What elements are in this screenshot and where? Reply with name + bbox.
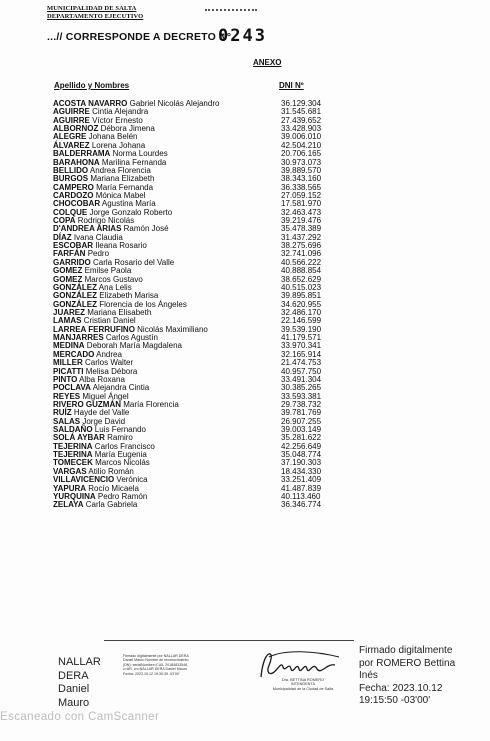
surname: JUAREZ bbox=[53, 307, 86, 317]
faded-page-mark bbox=[205, 9, 257, 17]
given-names: Jorge Gonzalo Roberto bbox=[89, 207, 173, 217]
dni-number: 31.437.292 bbox=[281, 232, 322, 242]
given-names: Lorena Johana bbox=[91, 140, 146, 150]
given-names: Débora Jimena bbox=[100, 124, 155, 134]
surname: MILLER bbox=[53, 358, 83, 368]
given-names: Mariana Elisabeth bbox=[87, 307, 152, 317]
dni-number: 32.463.473 bbox=[281, 207, 322, 217]
given-names: Elizabeth Marisa bbox=[99, 291, 159, 301]
given-names: Miguel Ángel bbox=[82, 391, 129, 401]
surname: MERCADO bbox=[53, 349, 95, 359]
surname: SALAS bbox=[53, 416, 81, 426]
dni-number: 33.251.409 bbox=[281, 475, 322, 485]
given-names: Florencia de los Ángeles bbox=[99, 299, 187, 309]
surname: LAMAS bbox=[53, 316, 82, 326]
dni-number: 36.129.304 bbox=[281, 99, 322, 108]
surname: PICATTI bbox=[53, 366, 84, 376]
surname: VILLAVICENCIO bbox=[53, 475, 115, 485]
surname: ALBORNOZ bbox=[53, 124, 99, 134]
dni-number: 33.491.304 bbox=[281, 374, 322, 384]
signer-left-details: Firmado digitalmente por NALLAR DERA Daniel Mauro Nombre de reconocimiento (DN): serialNumber=CUIL 20184833546, c=AR, cn=NALLAR DERA Daniel Mauro Fecha: 2023.10.12 19:30:39 -03'00' bbox=[123, 654, 189, 676]
dni-number: 27.439.652 bbox=[281, 115, 322, 125]
surname: YURQUINA bbox=[53, 491, 96, 501]
given-names: Cristian Daniel bbox=[83, 316, 136, 326]
surname: ALEGRE bbox=[53, 132, 87, 142]
surname: TEJERINA bbox=[53, 441, 93, 451]
surname: MEDINA bbox=[53, 341, 85, 351]
surname: RIVERO GUZMÁN bbox=[53, 399, 121, 409]
dni-number: 27.059.152 bbox=[281, 190, 322, 200]
signer-line: DERA bbox=[58, 669, 89, 682]
given-names: Andrea bbox=[96, 349, 122, 359]
dni-number: 29.738.732 bbox=[281, 399, 322, 409]
given-names: Carla Rosario del Valle bbox=[93, 257, 175, 267]
given-names: Gabriel Nicolás Alejandro bbox=[129, 99, 220, 108]
given-names: María Fernanda bbox=[96, 182, 154, 192]
given-names: Carlos Walter bbox=[85, 358, 134, 368]
surname: CARDOZO bbox=[53, 190, 94, 200]
surname: RUÍZ bbox=[53, 408, 72, 418]
surname: TEJERINA bbox=[53, 450, 93, 460]
given-names: Pedro bbox=[87, 249, 110, 259]
given-names: Jorge David bbox=[82, 416, 126, 426]
surname: LARREA FERRUFINO bbox=[53, 324, 135, 334]
given-names: Melisa Débora bbox=[85, 366, 138, 376]
surname: BURGOS bbox=[53, 174, 89, 184]
surname: ACOSTA NAVARRO bbox=[53, 99, 128, 108]
given-names: Andrea Florencia bbox=[89, 165, 151, 175]
surname: REYES bbox=[53, 391, 81, 401]
footer-divider bbox=[104, 640, 354, 641]
surname: TOMECEK bbox=[53, 458, 93, 468]
surname: ZELAYA bbox=[53, 500, 84, 510]
surname: BARAHONA bbox=[53, 157, 100, 167]
dni-number: 30.385.265 bbox=[281, 383, 322, 393]
surname: GONZÁLEZ bbox=[53, 282, 97, 292]
dni-number: 39.219.476 bbox=[281, 216, 322, 226]
surname: CAMPERO bbox=[53, 182, 94, 192]
given-names: Ramón José bbox=[123, 224, 169, 234]
given-names: Ramiro bbox=[107, 433, 133, 443]
surname: D'ANDREA ARIAS bbox=[53, 224, 122, 234]
surname: ÁLVAREZ bbox=[53, 140, 90, 150]
digital-line: Firmado digitalmente bbox=[359, 645, 453, 656]
dni-number: 42.504.210 bbox=[281, 140, 322, 150]
decree-number: 0243 bbox=[218, 26, 267, 46]
given-names: Alba Roxana bbox=[79, 374, 125, 384]
given-names: Víctor Ernesto bbox=[92, 115, 143, 125]
given-names: Carla Gabriela bbox=[85, 500, 138, 510]
surname: GOMEZ bbox=[53, 274, 83, 284]
given-names: María Florencia bbox=[123, 399, 179, 409]
dni-number: 39.781.769 bbox=[281, 408, 322, 418]
department-name: DEPARTAMENTO EJECUTIVO bbox=[47, 13, 144, 20]
surname: COPA bbox=[53, 216, 76, 226]
stamp-line: INTENDENTA bbox=[291, 682, 315, 687]
given-names: María Eugenia bbox=[94, 450, 147, 460]
given-names: Carlos Agustín bbox=[105, 333, 158, 343]
surname: BALDERRAMA bbox=[53, 149, 111, 159]
dni-number: 40.113.460 bbox=[281, 491, 321, 501]
official-stamp bbox=[268, 678, 338, 691]
given-names: Rocío Micaela bbox=[88, 483, 139, 493]
surname: ESCOBAR bbox=[53, 241, 94, 251]
given-names: Pedro Ramón bbox=[97, 491, 148, 501]
surname: YAPURA bbox=[53, 483, 87, 493]
dni-number: 36.338.565 bbox=[281, 182, 322, 192]
surname: AGUIRRE bbox=[53, 107, 90, 117]
digital-line: 19:15:50 -03'00' bbox=[359, 695, 431, 706]
surname: AGUIRRE bbox=[53, 115, 90, 125]
given-names: Mónica Mabel bbox=[95, 190, 146, 200]
dni-number: 33.970.341 bbox=[281, 341, 322, 351]
given-names: Ivana Claudia bbox=[73, 232, 123, 242]
given-names: Marcos Nicolás bbox=[95, 458, 150, 468]
camscanner-watermark: Escaneado con CamScanner bbox=[0, 711, 160, 723]
dni-number: 35.478.389 bbox=[281, 224, 322, 234]
given-names: Norma Lourdes bbox=[112, 149, 168, 159]
surname: MANJARRES bbox=[53, 333, 104, 343]
given-names: Agustina María bbox=[101, 199, 156, 209]
given-names: Ana Lelis bbox=[98, 282, 132, 292]
dni-number: 42.256.649 bbox=[281, 441, 322, 451]
surname: DÍAZ bbox=[53, 232, 72, 242]
dni-number: 40.888.854 bbox=[281, 266, 322, 276]
dni-number: 39.003.149 bbox=[281, 425, 322, 435]
dni-number: 18.434.330 bbox=[281, 466, 322, 476]
dni-number: 35.048.774 bbox=[281, 450, 322, 460]
dni-number: 40.515.023 bbox=[281, 282, 322, 292]
given-names: Rodrigo Nicolás bbox=[77, 216, 135, 226]
municipality-name: MUNICIPALIDAD DE SALTA bbox=[47, 5, 137, 12]
dni-number: 36.346.774 bbox=[281, 500, 322, 510]
letterhead bbox=[47, 5, 143, 21]
dni-number: 41.487.839 bbox=[281, 483, 322, 493]
given-names: Ileana Rosario bbox=[95, 241, 147, 251]
surname: CHOCOBAR bbox=[53, 199, 101, 209]
surname: GARRIDO bbox=[53, 257, 91, 267]
dni-number: 20.706.165 bbox=[281, 149, 322, 159]
given-names: Atilio Román bbox=[88, 466, 134, 476]
surname: COLQUE bbox=[53, 207, 88, 217]
dni-number: 17.581.970 bbox=[281, 199, 322, 209]
given-names: Johana Belén bbox=[88, 132, 138, 142]
dni-number: 39.889.570 bbox=[281, 165, 322, 175]
surname: PINTO bbox=[53, 374, 78, 384]
annex-title: ANEXO bbox=[253, 58, 282, 67]
dni-number: 39.895.851 bbox=[281, 291, 322, 301]
given-names: Hayde del Valle bbox=[73, 408, 130, 418]
digital-signature-note bbox=[359, 645, 487, 708]
personnel-list bbox=[53, 100, 373, 510]
dni-number: 38.652.629 bbox=[281, 274, 322, 284]
given-names: Emilse Paola bbox=[84, 266, 132, 276]
dni-number: 37.190.303 bbox=[281, 458, 322, 468]
surname: SALDAÑO bbox=[53, 425, 93, 435]
given-names: Marilina Fernanda bbox=[101, 157, 167, 167]
surname: VARGAS bbox=[53, 466, 87, 476]
dni-number: 34.620.955 bbox=[281, 299, 322, 309]
signer-line: Daniel bbox=[58, 683, 90, 695]
signature-footer bbox=[0, 640, 490, 741]
given-names: Nicolás Maximiliano bbox=[137, 324, 208, 334]
dni-number: 39.539.190 bbox=[281, 324, 322, 334]
given-names: Cintia Alejandra bbox=[92, 107, 149, 117]
dni-number: 32.165.914 bbox=[281, 349, 322, 359]
surname: GOMEZ bbox=[53, 266, 83, 276]
signer-line: Mauro bbox=[58, 696, 90, 709]
dni-number: 33.428.903 bbox=[281, 124, 322, 134]
column-header-dni: DNI Nº bbox=[279, 81, 304, 90]
given-names: Deborah María Magdalena bbox=[86, 341, 182, 351]
column-header-name: Apellido y Nombres bbox=[54, 81, 130, 90]
surname: FARFÁN bbox=[53, 249, 86, 259]
surname: GONZÁLEZ bbox=[53, 299, 97, 309]
dni-number: 21.474.753 bbox=[281, 358, 322, 368]
dni-number: 40.566.222 bbox=[281, 257, 322, 267]
stamp-line: Dra. BETTINA ROMERO bbox=[281, 678, 325, 682]
table-row bbox=[53, 501, 373, 509]
dni-number: 32.741.096 bbox=[281, 249, 322, 259]
stamp-line: Municipalidad de la Ciudad de Salta bbox=[272, 686, 334, 691]
signer-left-name bbox=[58, 656, 101, 710]
dni-number: 31.545.681 bbox=[281, 107, 322, 117]
surname: SOLÁ AYBAR bbox=[53, 433, 105, 443]
dni-number: 38.343.160 bbox=[281, 174, 322, 184]
given-names: Luis Fernando bbox=[94, 425, 146, 435]
dni-number: 41.179.571 bbox=[281, 333, 322, 343]
given-names: Mariana Elizabeth bbox=[90, 174, 155, 184]
given-names: Marcos Gustavo bbox=[84, 274, 143, 284]
dni-number: 35.281.622 bbox=[281, 433, 322, 443]
dni-number: 30.973.073 bbox=[281, 157, 322, 167]
dni-number: 26.907.255 bbox=[281, 416, 322, 426]
dni-number: 33.593.381 bbox=[281, 391, 322, 401]
dni-number: 32.486.170 bbox=[281, 307, 322, 317]
surname: BELLIDO bbox=[53, 165, 89, 175]
dni-number: 40.957.750 bbox=[281, 366, 322, 376]
surname: POCLAVA bbox=[53, 383, 91, 393]
dni-number: 39.006.010 bbox=[281, 132, 322, 142]
digital-line: Inés bbox=[359, 670, 378, 681]
dni-number: 22.146.599 bbox=[281, 316, 322, 326]
decree-reference: ...// CORRESPONDE A DECRETO N° bbox=[47, 31, 232, 43]
dni-number: 38.275.696 bbox=[281, 241, 322, 251]
given-names: Verónica bbox=[116, 475, 148, 485]
digital-line: por ROMERO Bettina bbox=[359, 657, 456, 669]
signer-line: NALLAR bbox=[58, 656, 101, 668]
surname: GONZÁLEZ bbox=[53, 291, 97, 301]
given-names: Carlos Francisco bbox=[94, 441, 155, 451]
given-names: Alejandra Cintia bbox=[92, 383, 150, 393]
digital-line: Fecha: 2023.10.12 bbox=[359, 682, 443, 694]
